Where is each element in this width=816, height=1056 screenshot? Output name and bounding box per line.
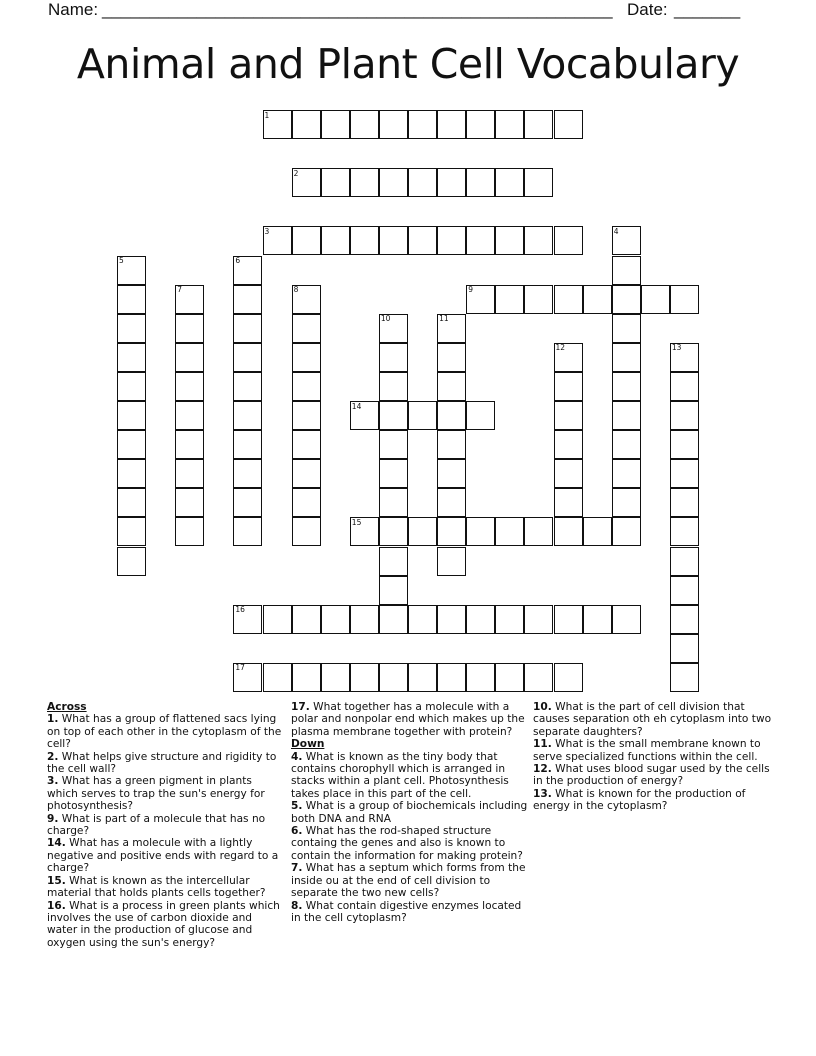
crossword-cell[interactable]	[437, 430, 466, 459]
crossword-cell[interactable]	[175, 459, 204, 488]
clue-number: 12	[555, 343, 566, 353]
across-clue	[47, 900, 285, 950]
clue-text: What has a green pigment in plants which serves to trap the sun's energy for photosynthesis?	[47, 775, 265, 813]
down-clue	[291, 900, 531, 925]
crossword-cell[interactable]	[321, 110, 350, 139]
crossword-cell[interactable]	[437, 110, 466, 139]
crossword-cell[interactable]	[321, 168, 350, 197]
crossword-cell[interactable]	[379, 372, 408, 401]
crossword-cell[interactable]	[233, 488, 262, 517]
clue-number: 13	[671, 343, 682, 353]
crossword-cell[interactable]	[554, 605, 583, 634]
down-clue	[291, 751, 531, 801]
crossword-cell[interactable]	[670, 430, 699, 459]
crossword-cell[interactable]	[350, 226, 379, 255]
crossword-cell[interactable]	[466, 663, 495, 692]
crossword-cell[interactable]	[554, 430, 583, 459]
crossword-cell[interactable]	[670, 372, 699, 401]
clue-num: 7.	[291, 862, 303, 875]
crossword-cell[interactable]	[379, 110, 408, 139]
crossword-cell[interactable]	[175, 401, 204, 430]
crossword-cell[interactable]	[437, 343, 466, 372]
clue-text: What together has a molecule with a polar and nonpolar end which makes up the plasma membrane together with protein?	[291, 701, 525, 738]
clue-num: 2.	[47, 750, 59, 763]
clue-text: What has the rod-shaped structure containg the genes and also is known to contain the information for making protein?	[291, 825, 523, 862]
crossword-cell[interactable]	[437, 226, 466, 255]
clue-num: 16.	[47, 899, 66, 912]
crossword-cell[interactable]	[292, 226, 321, 255]
crossword-cell[interactable]	[175, 517, 204, 546]
crossword-cell[interactable]	[350, 605, 379, 634]
crossword-cell[interactable]	[554, 459, 583, 488]
crossword-cell[interactable]	[495, 285, 524, 314]
crossword-cell[interactable]	[292, 314, 321, 343]
clue-text: What is the small membrane known to serve specialized functions within the cell.	[533, 738, 761, 763]
down-clue	[533, 763, 773, 788]
crossword-cell[interactable]	[437, 663, 466, 692]
crossword-cell[interactable]	[292, 343, 321, 372]
crossword-cell[interactable]	[524, 285, 553, 314]
crossword-cell[interactable]	[175, 343, 204, 372]
crossword-cell[interactable]	[437, 605, 466, 634]
crossword-cell[interactable]	[554, 401, 583, 430]
crossword-cell[interactable]	[437, 372, 466, 401]
crossword-cell[interactable]	[408, 663, 437, 692]
clue-heading: Down	[291, 738, 325, 751]
clue-number: 2	[293, 168, 299, 178]
clue-number: 16	[235, 605, 245, 615]
crossword-cell[interactable]	[437, 488, 466, 517]
crossword-cell[interactable]	[524, 663, 553, 692]
down-clue	[533, 788, 773, 813]
crossword-cell[interactable]	[554, 663, 583, 692]
clue-number: 6	[235, 256, 241, 265]
crossword-cell[interactable]	[233, 459, 262, 488]
clue-num: 15.	[47, 874, 66, 887]
crossword-cell[interactable]	[612, 372, 641, 401]
crossword-cell[interactable]	[292, 488, 321, 517]
clue-num: 8.	[291, 899, 303, 912]
crossword-cell[interactable]	[495, 110, 524, 139]
crossword-cell[interactable]	[524, 168, 553, 197]
clue-text: What has a septum which forms from the inside ou at the end of cell division to separate the two new cells?	[291, 862, 526, 900]
crossword-cell[interactable]	[379, 430, 408, 459]
clue-num: 3.	[47, 775, 59, 788]
crossword-cell[interactable]	[292, 605, 321, 634]
clue-num: 13.	[533, 787, 552, 800]
date-field[interactable]: _______	[674, 0, 741, 19]
clue-text: What helps give structure and rigidity to the cell wall?	[47, 750, 277, 776]
crossword-cell[interactable]	[175, 314, 204, 343]
across-clue	[47, 813, 285, 838]
crossword-cell[interactable]	[117, 372, 146, 401]
crossword-cell[interactable]	[437, 401, 466, 430]
clue-text: What contain digestive enzymes located in the cell cytoplasm?	[291, 899, 522, 924]
crossword-cell[interactable]	[670, 459, 699, 488]
crossword-cell[interactable]	[117, 459, 146, 488]
clue-number: 17	[235, 663, 245, 673]
across-clue	[47, 837, 285, 874]
down-clue	[291, 800, 531, 825]
clue-text: What is part of a molecule that has no charge?	[47, 812, 266, 838]
crossword-cell[interactable]	[117, 343, 146, 372]
crossword-cell[interactable]	[466, 401, 495, 430]
crossword-cell[interactable]	[612, 285, 641, 314]
down-clue	[533, 738, 773, 763]
clue-number: 15	[351, 517, 362, 527]
crossword-cell[interactable]	[670, 285, 699, 314]
clue-number: 10	[380, 314, 391, 324]
crossword-cell[interactable]	[292, 401, 321, 430]
clue-num: 6.	[291, 825, 303, 838]
clue-text: What is a group of biochemicals including both DNA and RNA	[291, 800, 528, 825]
crossword-cell[interactable]	[379, 488, 408, 517]
crossword-cell[interactable]	[466, 605, 495, 634]
crossword-cell[interactable]	[612, 401, 641, 430]
crossword-cell[interactable]	[117, 430, 146, 459]
clue-text: What is a process in green plants which involves the use of carbon dioxide and water in the production of glucose and oxygen using the sun's energy?	[47, 899, 280, 949]
crossword-cell[interactable]	[379, 605, 408, 634]
crossword-cell[interactable]	[321, 663, 350, 692]
crossword-cell[interactable]	[524, 110, 553, 139]
crossword-cell[interactable]	[379, 517, 408, 546]
clue-number: 9	[468, 285, 473, 295]
crossword-cell[interactable]	[670, 663, 699, 692]
crossword-cell[interactable]	[612, 459, 641, 488]
crossword-cell[interactable]	[583, 605, 612, 634]
crossword-cell[interactable]	[233, 372, 262, 401]
crossword-cell[interactable]	[233, 343, 262, 372]
crossword-cell[interactable]	[379, 168, 408, 197]
name-field[interactable]: ______________________________________________________	[102, 0, 613, 19]
crossword-cell[interactable]	[117, 285, 146, 314]
crossword-cell[interactable]	[583, 285, 612, 314]
crossword-cell[interactable]	[408, 226, 437, 255]
crossword-cell[interactable]	[408, 168, 437, 197]
clue-column-1	[47, 701, 285, 949]
crossword-cell[interactable]	[437, 459, 466, 488]
crossword-cell[interactable]	[117, 517, 146, 546]
crossword-cell[interactable]	[117, 401, 146, 430]
crossword-cell[interactable]	[408, 401, 437, 430]
crossword-cell[interactable]	[233, 430, 262, 459]
page-title: Animal and Plant Cell Vocabulary	[76, 40, 740, 88]
crossword-cell[interactable]	[466, 517, 495, 546]
clue-text: What has a group of flattened sacs lying on top of each other in the cytoplasm of the cell?	[47, 713, 282, 751]
clue-num: 17.	[291, 701, 310, 713]
crossword-cell[interactable]	[495, 168, 524, 197]
across-clue	[47, 713, 285, 750]
crossword-cell[interactable]	[524, 226, 553, 255]
crossword-cell[interactable]	[233, 401, 262, 430]
clue-num: 4.	[291, 750, 303, 763]
clue-number: 1	[264, 110, 270, 120]
down-clue	[533, 701, 773, 738]
crossword-cell[interactable]	[379, 343, 408, 372]
clue-text: What is the part of cell division that causes separation oth eh cytoplasm into two separate daughters?	[533, 701, 772, 738]
crossword-cell[interactable]	[233, 314, 262, 343]
crossword-cell[interactable]	[670, 517, 699, 546]
clue-column-3	[533, 701, 773, 813]
crossword-cell[interactable]	[612, 343, 641, 372]
crossword-cell[interactable]	[670, 401, 699, 430]
crossword-cell[interactable]	[117, 547, 146, 576]
crossword-cell[interactable]	[263, 663, 292, 692]
clue-number: 5	[119, 256, 124, 265]
clue-text: What has a molecule with a lightly negative and positive ends with regard to a charge?	[47, 837, 279, 875]
clue-text: What is known for the production of energy in the cytoplasm?	[533, 787, 746, 813]
crossword-cell[interactable]	[379, 459, 408, 488]
clue-number: 7	[177, 285, 182, 295]
crossword-cell[interactable]	[612, 314, 641, 343]
clue-num: 10.	[533, 701, 552, 713]
crossword-cell[interactable]	[612, 517, 641, 546]
date-label: Date:	[627, 0, 668, 19]
clue-heading: Across	[47, 701, 87, 713]
name-label: Name:	[48, 0, 99, 19]
crossword-cell[interactable]	[583, 517, 612, 546]
across-clue	[47, 775, 285, 812]
crossword-cell[interactable]	[495, 605, 524, 634]
across-clue	[47, 875, 285, 900]
crossword-cell[interactable]	[117, 488, 146, 517]
crossword-cell[interactable]	[379, 401, 408, 430]
crossword-cell[interactable]	[292, 372, 321, 401]
crossword-cell[interactable]	[408, 517, 437, 546]
crossword-cell[interactable]	[379, 547, 408, 576]
clue-number: 8	[293, 285, 299, 295]
clue-num: 14.	[47, 837, 66, 850]
crossword-cell[interactable]	[292, 459, 321, 488]
clue-text: What is known as the tiny body that contains chorophyll which is arranged in stacks within a plant cell. Photosynthesis takes place in this part of the cell.	[291, 750, 509, 800]
crossword-cell[interactable]	[524, 605, 553, 634]
crossword-cell[interactable]	[175, 372, 204, 401]
crossword-cell[interactable]	[321, 605, 350, 634]
crossword-cell[interactable]	[670, 576, 699, 605]
crossword-cell[interactable]	[379, 576, 408, 605]
crossword-cell[interactable]	[292, 517, 321, 546]
crossword-cell[interactable]	[524, 517, 553, 546]
crossword-cell[interactable]	[670, 605, 699, 634]
crossword-cell[interactable]	[350, 168, 379, 197]
crossword-cell[interactable]	[408, 605, 437, 634]
down-clue	[291, 862, 531, 899]
crossword-cell[interactable]	[641, 285, 670, 314]
crossword-cell[interactable]	[233, 285, 262, 314]
crossword-cell[interactable]	[612, 488, 641, 517]
clue-text: What is known as the intercellular material that holds plants cells together?	[47, 874, 266, 900]
clue-num: 11.	[533, 738, 552, 751]
clue-num: 5.	[291, 800, 303, 813]
clue-column-2	[291, 701, 531, 924]
crossword-cell[interactable]	[670, 488, 699, 517]
crossword-cell[interactable]	[670, 547, 699, 576]
crossword-cell[interactable]	[466, 168, 495, 197]
crossword-cell[interactable]	[554, 372, 583, 401]
crossword-cell[interactable]	[612, 430, 641, 459]
across-clue	[47, 751, 285, 776]
crossword-cell[interactable]	[292, 663, 321, 692]
crossword-cell[interactable]	[437, 547, 466, 576]
crossword-cell[interactable]	[554, 488, 583, 517]
crossword-cell[interactable]	[495, 226, 524, 255]
crossword-cell[interactable]	[495, 517, 524, 546]
across-clue	[291, 701, 531, 738]
clue-number: 14	[351, 401, 362, 411]
crossword-cell[interactable]	[554, 285, 583, 314]
clue-number: 4	[613, 226, 619, 236]
crossword-cell[interactable]	[408, 110, 437, 139]
clue-text: What uses blood sugar used by the cells in the production of energy?	[533, 763, 770, 788]
crossword-cell[interactable]	[670, 634, 699, 663]
crossword-cell[interactable]	[612, 256, 641, 285]
crossword-cell[interactable]	[466, 110, 495, 139]
clue-num: 9.	[47, 812, 59, 825]
crossword-cell[interactable]	[554, 110, 583, 139]
crossword-cell[interactable]	[554, 226, 583, 255]
crossword-cell[interactable]	[292, 110, 321, 139]
crossword-cell[interactable]	[379, 663, 408, 692]
down-clue	[291, 825, 531, 862]
crossword-cell[interactable]	[292, 430, 321, 459]
crossword-cell[interactable]	[117, 314, 146, 343]
crossword-cell[interactable]	[350, 110, 379, 139]
crossword-cell[interactable]	[263, 605, 292, 634]
crossword-cell[interactable]	[554, 517, 583, 546]
crossword-cell[interactable]	[466, 226, 495, 255]
crossword-cell[interactable]	[437, 168, 466, 197]
crossword-cell[interactable]	[437, 517, 466, 546]
crossword-cell[interactable]	[379, 226, 408, 255]
crossword-cell[interactable]	[350, 663, 379, 692]
clue-num: 12.	[533, 763, 552, 776]
clue-number: 3	[264, 226, 270, 236]
crossword-cell[interactable]	[175, 488, 204, 517]
crossword-cell[interactable]	[321, 226, 350, 255]
crossword-cell[interactable]	[612, 605, 641, 634]
clue-number: 11	[439, 314, 449, 324]
crossword-cell[interactable]	[175, 430, 204, 459]
crossword-cell[interactable]	[495, 663, 524, 692]
crossword-cell[interactable]	[233, 517, 262, 546]
clue-num: 1.	[47, 713, 59, 726]
